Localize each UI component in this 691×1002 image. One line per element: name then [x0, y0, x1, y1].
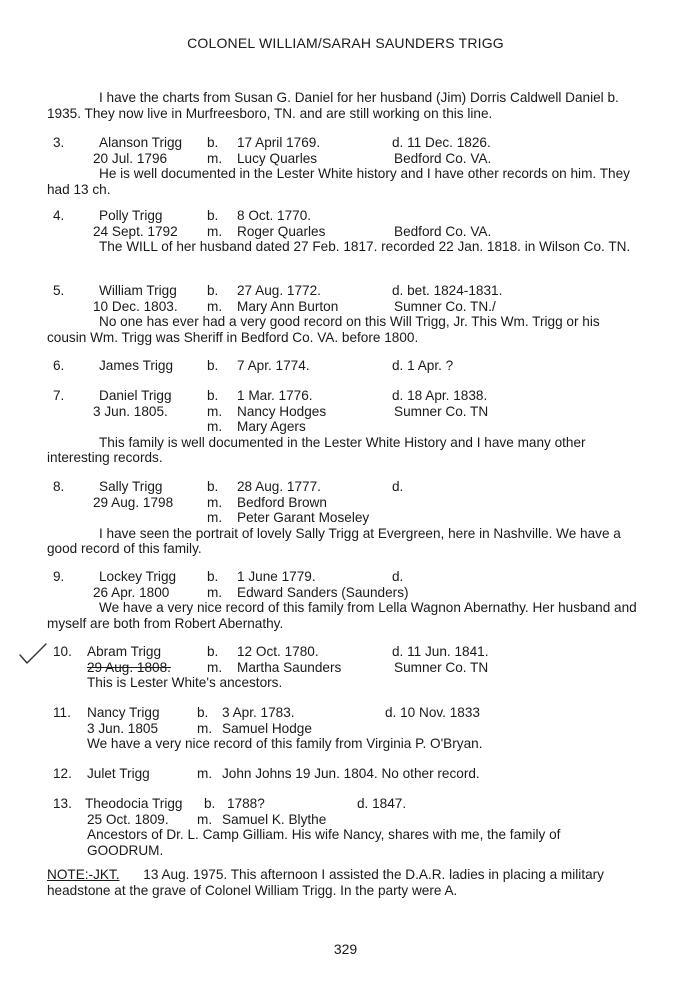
marriage-date: 25 Oct. 1809.	[87, 811, 169, 827]
entry-name: Theodocia Trigg	[85, 796, 183, 811]
spouse-name: Samuel K. Blythe	[222, 811, 327, 827]
entry-number: 7.	[53, 388, 65, 403]
entry-note: The WILL of her husband dated 27 Feb. 1817. recorded 22 Jan. 1818. in Wilson Co. TN.	[99, 239, 631, 254]
second-married-label: m.	[207, 510, 223, 525]
entry-note: No one has ever had a very good record on this Will Trigg, Jr. This Wm. Trigg or his cousin Wm. Trigg was Sheriff in Bedford Co. VA. before 1800.	[47, 314, 600, 345]
married-label: m.	[207, 494, 223, 510]
entry-name: Sally Trigg	[99, 479, 163, 494]
death-date: d. 11 Jun. 1841.	[392, 644, 489, 659]
entry-8	[47, 479, 647, 557]
spouse-name: Samuel Hodge	[222, 720, 312, 736]
entry-name: Polly Trigg	[99, 208, 163, 223]
birth-date: 27 Aug. 1772.	[237, 283, 321, 298]
born-label: b.	[197, 705, 209, 720]
entry-4	[47, 208, 647, 255]
birth-date: 3 Apr. 1783.	[222, 705, 295, 720]
born-label: b.	[207, 135, 219, 150]
marriage-place: Bedford Co. VA.	[394, 150, 492, 166]
entry-7	[47, 388, 647, 466]
birth-date: 8 Oct. 1770.	[237, 208, 312, 223]
entry-name: Nancy Trigg	[87, 705, 160, 720]
death-date: d. 11 Dec. 1826.	[392, 135, 491, 150]
entry-note: We have a very nice record of this family from Virginia P. O'Bryan.	[87, 736, 483, 751]
entry-number: 10.	[53, 644, 72, 659]
marriage-place: Sumner Co. TN	[394, 403, 489, 419]
married-label: m.	[197, 811, 213, 827]
born-label: b.	[207, 479, 219, 494]
spouse-name: Roger Quarles	[237, 223, 326, 239]
born-label: b.	[207, 644, 219, 659]
page-number: 329	[333, 941, 358, 957]
spouse-name: John Johns 19 Jun. 1804. No other record.	[222, 766, 480, 781]
note-text: 13 Aug. 1975. This afternoon I assisted the D.A.R. ladies in placing a military headstone at the grave of Colonel William Trigg. In the party were A.	[47, 867, 604, 898]
spouse-name: Mary Ann Burton	[237, 298, 339, 314]
birth-date: 1788?	[227, 796, 265, 811]
married-label: m.	[207, 298, 223, 314]
married-label: m.	[207, 150, 223, 166]
marriage-date: 3 Jun. 1805	[87, 720, 159, 736]
born-label: b.	[207, 569, 219, 584]
entry-5	[47, 283, 647, 345]
marriage-date: 3 Jun. 1805.	[93, 403, 168, 419]
marriage-date: 10 Dec. 1803.	[93, 298, 178, 314]
marriage-place: Bedford Co. VA.	[394, 223, 492, 239]
entry-note: Ancestors of Dr. L. Camp Gilliam. His wife Nancy, shares with me, the family of GOODRUM.	[87, 827, 561, 858]
birth-date: 1 June 1779.	[237, 569, 316, 584]
entry-number: 6.	[53, 358, 65, 373]
marriage-date: 29 Aug. 1808.	[87, 659, 171, 675]
entry-number: 11.	[53, 705, 71, 720]
married-label: m.	[207, 223, 223, 239]
death-date: d. 1847.	[357, 796, 407, 811]
entry-name: Abram Trigg	[87, 644, 162, 659]
death-date: d. 1 Apr. ?	[392, 358, 454, 373]
entry-name: James Trigg	[99, 358, 174, 373]
death-date: d.	[392, 479, 404, 494]
birth-date: 17 April 1769.	[237, 135, 321, 150]
entry-3	[47, 135, 647, 197]
entry-number: 3.	[53, 135, 65, 150]
marriage-date: 26 Apr. 1800	[93, 584, 170, 600]
spouse-name: Nancy Hodges	[237, 403, 327, 419]
entry-note: I have seen the portrait of lovely Sally Trigg at Evergreen, here in Nashville. We have a good record of this family.	[47, 525, 621, 556]
marriage-place: Sumner Co. TN./	[394, 298, 496, 314]
page-title: COLONEL WILLIAM/SARAH SAUNDERS TRIGG	[187, 35, 504, 51]
married-label: m.	[207, 403, 223, 419]
entry-name: Daniel Trigg	[99, 388, 172, 403]
born-label: b.	[207, 388, 219, 403]
born-label: b.	[207, 283, 219, 298]
note-label: NOTE:-JKT.	[47, 867, 120, 882]
marriage-place: Sumner Co. TN	[394, 659, 489, 675]
death-date: d. 18 Apr. 1838.	[392, 388, 488, 403]
marriage-date: 24 Sept. 1792	[93, 223, 178, 239]
marriage-date: 29 Aug. 1798	[93, 494, 174, 510]
married-label: m.	[197, 720, 213, 736]
spouse-name: Martha Saunders	[237, 659, 342, 675]
entry-number: 12.	[53, 766, 72, 781]
entry-name: William Trigg	[99, 283, 177, 298]
entry-number: 9.	[53, 569, 65, 584]
entry-number: 8.	[53, 479, 65, 494]
entry-name: Alanson Trigg	[99, 135, 183, 150]
birth-date: 1 Mar. 1776.	[237, 388, 313, 403]
married-label: m.	[197, 766, 213, 781]
married-label: m.	[207, 584, 223, 600]
checkmark-icon	[18, 642, 48, 666]
entry-6	[47, 358, 647, 374]
closing-note	[47, 867, 637, 898]
born-label: b.	[204, 796, 216, 811]
entry-name: Julet Trigg	[87, 766, 150, 781]
entry-11	[47, 705, 647, 752]
entry-note: He is well documented in the Lester White history and I have other records on him. They had 13 ch.	[47, 166, 630, 197]
entry-13	[47, 796, 647, 858]
entry-note: This is Lester White's ancestors.	[87, 675, 283, 690]
death-date: d. bet. 1824-1831.	[392, 283, 503, 298]
spouse-name: Lucy Quarles	[237, 150, 318, 166]
entry-number: 13.	[53, 796, 72, 811]
intro-paragraph: I have the charts from Susan G. Daniel for her husband (Jim) Dorris Caldwell Daniel b. 1935. They now live in Murfreesboro, TN. and are still working on this line.	[47, 90, 619, 121]
born-label: b.	[207, 208, 219, 223]
entry-10	[47, 644, 647, 691]
entry-note: We have a very nice record of this family from Lella Wagnon Abernathy. Her husband and myself are both from Robert Abernathy.	[47, 600, 637, 631]
entry-number: 5.	[53, 283, 65, 298]
birth-date: 12 Oct. 1780.	[237, 644, 319, 659]
death-date: d.	[392, 569, 404, 584]
entry-note: This family is well documented in the Lester White History and I have many other interesting records.	[47, 434, 586, 465]
entry-number: 4.	[53, 208, 65, 223]
second-married-label: m.	[207, 419, 223, 434]
entry-12	[47, 766, 647, 782]
spouse-name: Bedford Brown	[237, 494, 327, 510]
birth-date: 7 Apr. 1774.	[237, 358, 310, 373]
born-label: b.	[207, 358, 219, 373]
second-spouse-name: Mary Agers	[237, 419, 306, 434]
marriage-date: 20 Jul. 1796	[93, 150, 168, 166]
second-spouse-name: Peter Garant Moseley	[237, 510, 370, 525]
entry-name: Lockey Trigg	[99, 569, 177, 584]
birth-date: 28 Aug. 1777.	[237, 479, 321, 494]
spouse-name: Edward Sanders (Saunders)	[237, 584, 409, 600]
married-label: m.	[207, 659, 223, 675]
entry-9	[47, 569, 647, 631]
death-date: d. 10 Nov. 1833	[385, 705, 480, 720]
